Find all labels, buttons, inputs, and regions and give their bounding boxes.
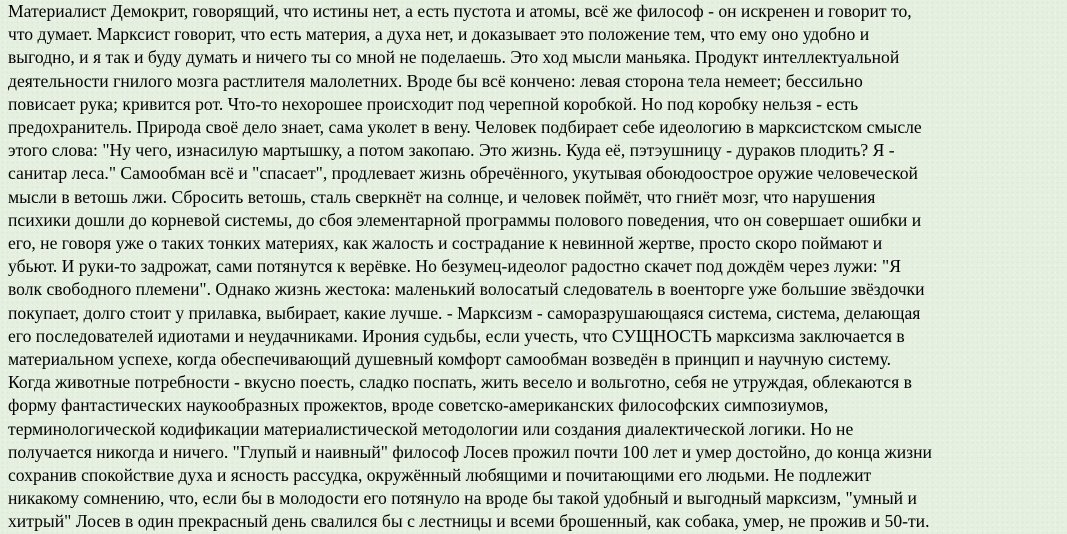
text-line: убьют. И руки-то задрожат, сами потянутся к верёвке. Но безумец-идеолог радостно скачет под дождём через лужи: "Я — [8, 256, 901, 277]
text-line: мысли в ветошь лжи. Сбросить ветошь, сталь сверкнёт на солнце, и человек поймёт, что гниёт мозг, что нарушения — [8, 186, 876, 207]
text-line: никакому сомнению, что, если бы в молодости его потянуло на вроде бы такой удобный и выгодный марксизм, "умный и — [8, 488, 917, 509]
text-line: что думает. Марксист говорит, что есть материя, а духа нет, и доказывает это положение тем, что ему оно удобно и — [8, 24, 870, 45]
text-line: санитар леса." Самообман всё и "спасает", продлевает жизнь обречённого, укутывая обоюдоострое оружие человеческой — [8, 163, 918, 184]
text-line: покупает, долго стоит у прилавка, выбирает, какие лучше. - Марксизм - саморазрушающаяся система, система, делающая — [8, 302, 921, 323]
text-line: выгодно, и я так и буду думать и ничего ты со мной не поделаешь. Это ход мысли маньяка. Продукт интеллектуальной — [8, 47, 900, 68]
text-line: его последователей идиотами и неудачниками. Ирония судьбы, если учесть, что СУЩНОСТЬ марксизма заключается в — [8, 325, 905, 346]
text-line: форму фантастических наукообразных прожектов, вроде советско-американских философских симпозиумов, — [8, 395, 829, 416]
text-line: предохранитель. Природа своё дело знает, сама уколет в вену. Человек подбирает себе идеологию в марксистском смысле — [8, 117, 922, 138]
text-line: его, не говоря уже о таких тонких материях, как жалость и сострадание к невинной жертве, просто скоро поймают и — [8, 233, 883, 254]
text-line: деятельности гнилого мозга растлителя малолетних. Вроде бы всё кончено: левая сторона тела немеет; бессильно — [8, 70, 863, 91]
text-line: этого слова: "Ну чего, изнасилую мартышку, а потом закопаю. Это жизнь. Куда её, пэтэушницу - дураков плодить? Я - — [8, 140, 895, 161]
text-line: сохранив спокойствие духа и ясность рассудка, окружённый любящими и почитающими его людьми. Не подлежит — [8, 465, 872, 486]
document-page — [8, 0, 1056, 534]
text-line: терминологической кодификации материалистической методологии или создания диалектической логики. Но не — [8, 418, 854, 439]
text-line: материальном успехе, когда обеспечивающий душевный комфорт самообман возведён в принцип и научную систему. — [8, 349, 892, 370]
text-line: Когда животные потребности - вкусно поесть, сладко поспать, жить весело и вольготно, себя не утруждая, облекаются в — [8, 372, 912, 393]
text-line: волк свободного племени". Однако жизнь жестока: маленький волосатый следователь в военторге уже большие звёздочки — [8, 279, 925, 300]
text-line: психики дошли до корневой системы, до сбоя элементарной программы полового поведения, что он совершает ошибки и — [8, 209, 922, 230]
text-line: Материалист Демокрит, говорящий, что истины нет, а есть пустота и атомы, всё же философ - он искренен и говорит то, — [8, 1, 912, 21]
text-line: получается никогда и ничего. "Глупый и наивный" философ Лосев прожил почти 100 лет и умер достойно, до конца жизни — [8, 441, 932, 462]
text-line: хитрый" Лосев в один прекрасный день свалился бы с лестницы и всеми брошенный, как собака, умер, не прожив и 50-ти. — [8, 511, 930, 532]
text-line: повисает рука; кривится рот. Что-то нехорошее происходит под черепной коробкой. Но под коробку нельзя - есть — [8, 93, 859, 114]
article-paragraph — [8, 0, 1056, 534]
